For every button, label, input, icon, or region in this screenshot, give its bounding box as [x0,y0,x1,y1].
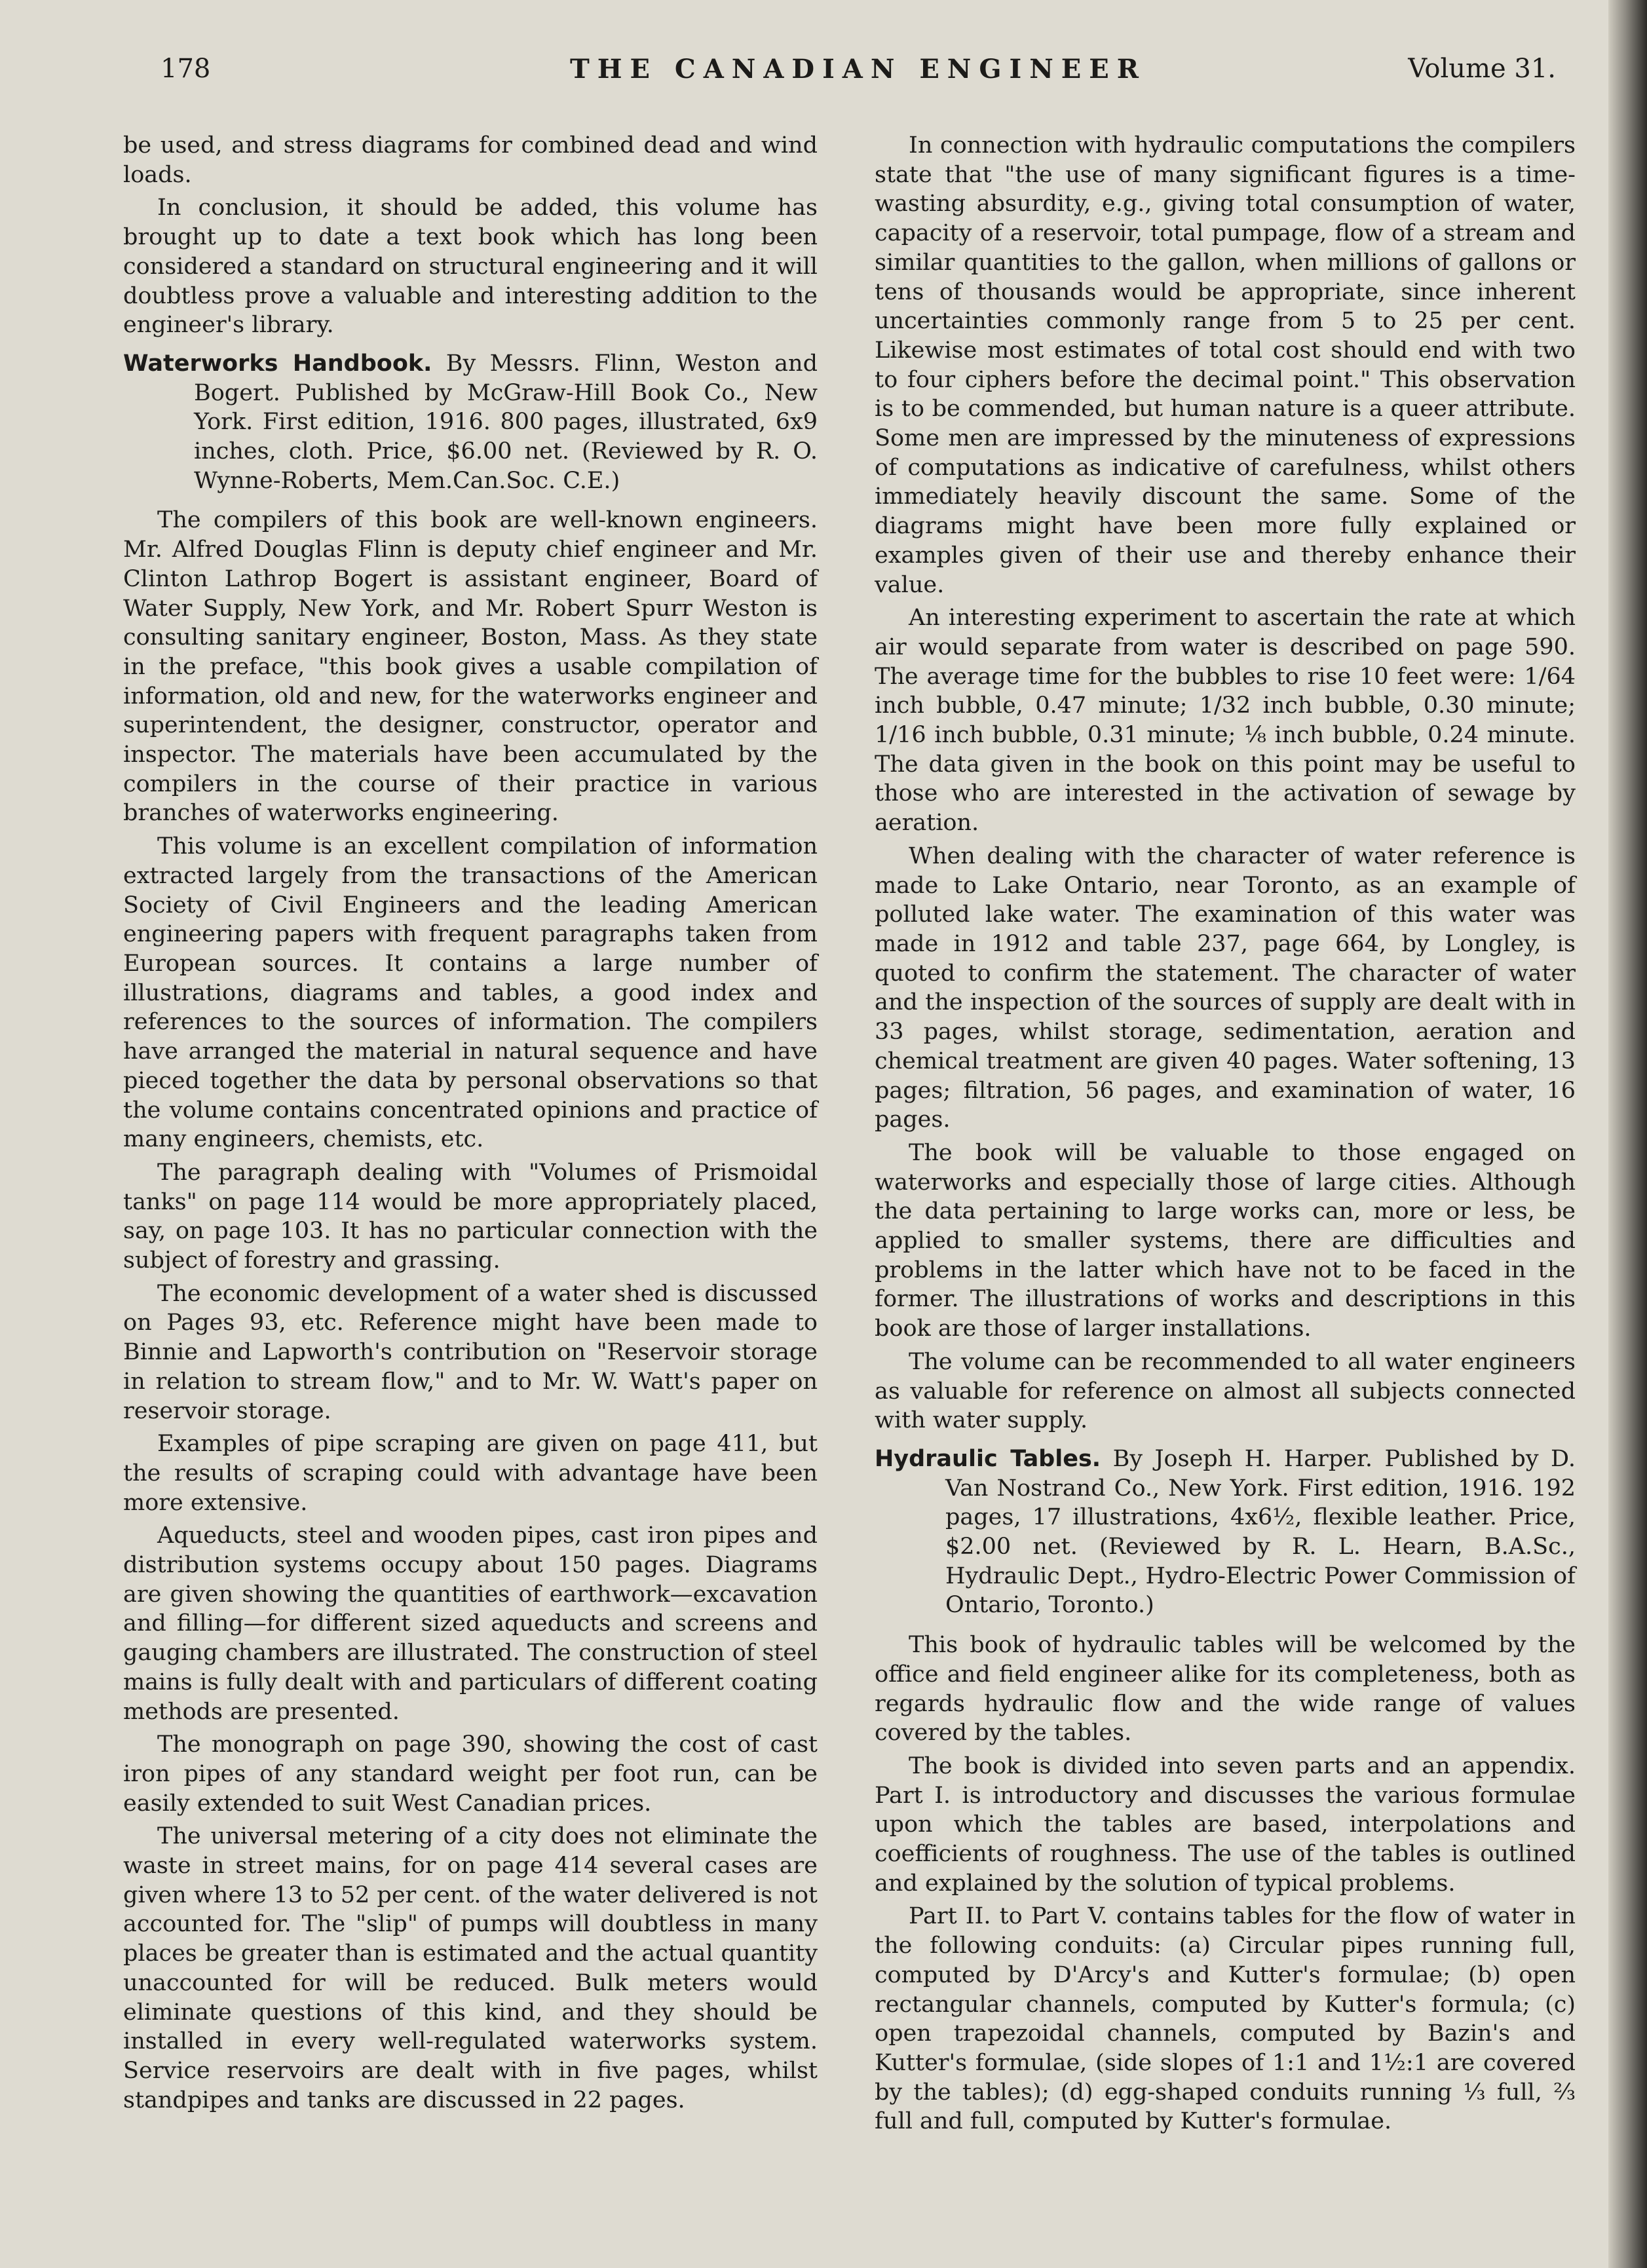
paragraph: The universal metering of a city does not eliminate the waste in street mains, for on page 414 several cases are given where 13 to 52 per cent. of the water delivered is not accounted for. The "slip" of pumps will doubtless in many places be greater than is estimated and the actual quantity unaccounted for will be reduced. Bulk meters would eliminate questions of this kind, and they should be installed in every well-regulated waterworks system. Service reservoirs are dealt with in five pages, whilst standpipes and tanks are discussed in 22 pages. [123,1823,818,2113]
review-title: Hydraulic Tables. [875,1445,1101,1472]
review-title: Waterworks Handbook. [123,350,432,377]
page-number: 178 [161,54,211,84]
paragraph: Examples of pipe scraping are given on page 411, but the results of scraping could with advantage have been more extensive. [123,1431,818,1516]
review-info: By Joseph H. Harper. Published by D. Van Nostrand Co., New York. First edition, 1916. 192 pages, 17 illustrations, 4x6½, flexible leather. Price, $2.00 net. (Reviewed by R. L. Hearn, B.A.Sc., Hydraulic Dept., Hydro-Electric Power Commission of Ontario, Toronto.) [945,1445,1576,1619]
paragraph: The paragraph dealing with "Volumes of Prismoidal tanks" on page 114 would be more appropriately placed, say, on page 103. It has no particular connection with the subject of forestry and grassing. [123,1159,818,1274]
paragraph: This book of hydraulic tables will be welcomed by the office and field engineer alike for its completeness, both as regards hydraulic flow and the wide range of values covered by the tables. [875,1632,1576,1747]
paragraph: The book is divided into seven parts and an appendix. Part I. is introductory and discusses the various formulae upon which the tables are based, interpolations and coefficients of roughness. The use of the tables is outlined and explained by the solution of typical problems. [875,1752,1576,1897]
paragraph: The volume can be recommended to all water engineers as valuable for reference on almost all subjects connected with water supply. [875,1348,1576,1434]
right-column [875,131,1576,2140]
paragraph: Part II. to Part V. contains tables for the flow of water in the following conduits: (a) Circular pipes running full, computed by D'Arcy's and Kutter's formulae; (b) open rectangular channels, computed by Kutter's formula; (c) open trapezoidal channels, computed by Bazin's and Kutter's formulae, (side slopes of 1:1 and 1½:1 are covered by the tables); (d) egg-shaped conduits running ⅓ full, ⅔ full and full, computed by Kutter's formulae. [875,1903,1576,2135]
paragraph: The compilers of this book are well-known engineers. Mr. Alfred Douglas Flinn is deputy chief engineer and Mr. Clinton Lathrop Bogert is assistant engineer, Board of Water Supply, New York, and Mr. Robert Spurr Weston is consulting sanitary engineer, Boston, Mass. As they state in the preface, "this book gives a usable compilation of information, old and new, for the waterworks engineer and superintendent, the designer, constructor, operator and inspector. The materials have been accumulated by the compilers in the course of their practice in various branches of waterworks engineering. [123,507,818,827]
paragraph: The book will be valuable to those engaged on waterworks and especially those of large cities. Although the data pertaining to large works can, more or less, be applied to smaller systems, there are difficulties and problems in the latter which have not to be faced in the former. The illustrations of works and descriptions in this book are those of larger installations. [875,1139,1576,1342]
paragraph: The monograph on page 390, showing the cost of cast iron pipes of any standard weight per foot run, can be easily extended to suit West Canadian prices. [123,1731,818,1817]
paragraph: In connection with hydraulic computations the compilers state that "the use of many significant figures is a time-wasting absurdity, e.g., giving total consumption of water, capacity of a reservoir, total pumpage, flow of a stream and similar quantities to the gallon, when millions of gallons or tens of thousands would be appropriate, since inherent uncertainties commonly range from 5 to 25 per cent. Likewise most estimates of total cost should end with two to four ciphers before the decimal point." This observation is to be commended, but human nature is a queer attribute. Some men are impressed by the minuteness of expressions of computations as indicative of carefulness, whilst others immediately heavily discount the same. Some of the diagrams might have been more fully explained or examples given of their use and thereby enhance their value. [875,132,1576,598]
page-header [161,54,1556,93]
paragraph: be used, and stress diagrams for combined dead and wind loads. [123,132,818,188]
left-column [123,131,818,2119]
paragraph: An interesting experiment to ascertain the rate at which air would separate from water is described on page 590. The average time for the bubbles to rise 10 feet were: 1/64 inch bubble, 0.47 minute; 1/32 inch bubble, 0.30 minute; 1/16 inch bubble, 0.31 minute; ⅛ inch bubble, 0.24 minute. The data given in the book on this point may be useful to those who are interested in the activation of sewage by aeration. [875,605,1576,837]
paragraph: In conclusion, it should be added, this volume has brought up to date a text book which has long been considered a standard on structural engineering and it will doubtless prove a valuable and interesting addition to the engineer's library. [123,195,818,339]
paragraph: When dealing with the character of water reference is made to Lake Ontario, near Toronto, as an example of polluted lake water. The examination of this water was made in 1912 and table 237, page 664, by Longley, is quoted to confirm the statement. The character of water and the inspection of the sources of supply are dealt with in 33 pages, whilst storage, sedimentation, aeration and chemical treatment are given 40 pages. Water softening, 13 pages; filtration, 56 pages, and examination of water, 16 pages. [875,842,1576,1133]
paragraph: This volume is an excellent compilation of information extracted largely from the transactions of the American Society of Civil Engineers and the leading American engineering papers with frequent paragraphs taken from European sources. It contains a large number of illustrations, diagrams and tables, a good index and references to the sources of information. The compilers have arranged the material in natural sequence and have pieced together the data by personal observations so that the volume contains concentrated opinions and practice of many engineers, chemists, etc. [123,833,818,1153]
journal-title: THE CANADIAN ENGINEER [569,54,1147,85]
volume-label: Volume 31. [1408,54,1556,84]
paragraph: Aqueducts, steel and wooden pipes, cast iron pipes and distribution systems occupy about 150 pages. Diagrams are given showing the quantities of earthwork—excavation and filling—for different sized aqueducts and screens and gauging chambers are illustrated. The construction of steel mains is fully dealt with and particulars of different coating methods are presented. [123,1522,818,1725]
book-binding-edge [1608,0,1647,2268]
review-heading-hydraulic-tables [875,1445,1576,1620]
paragraph: The economic development of a water shed is discussed on Pages 93, etc. Reference might have been made to Binnie and Lapworth's contribution on "Reservoir storage in relation to stream flow," and to Mr. W. Watt's paper on reservoir storage. [123,1280,818,1424]
review-info: By Messrs. Flinn, Weston and Bogert. Published by McGraw-Hill Book Co., New York. First edition, 1916. 800 pages, illustrated, 6x9 inches, cloth. Price, $6.00 net. (Reviewed by R. O. Wynne-Roberts, Mem.Can.Soc. C.E.) [194,350,818,494]
review-heading-waterworks [123,349,818,496]
